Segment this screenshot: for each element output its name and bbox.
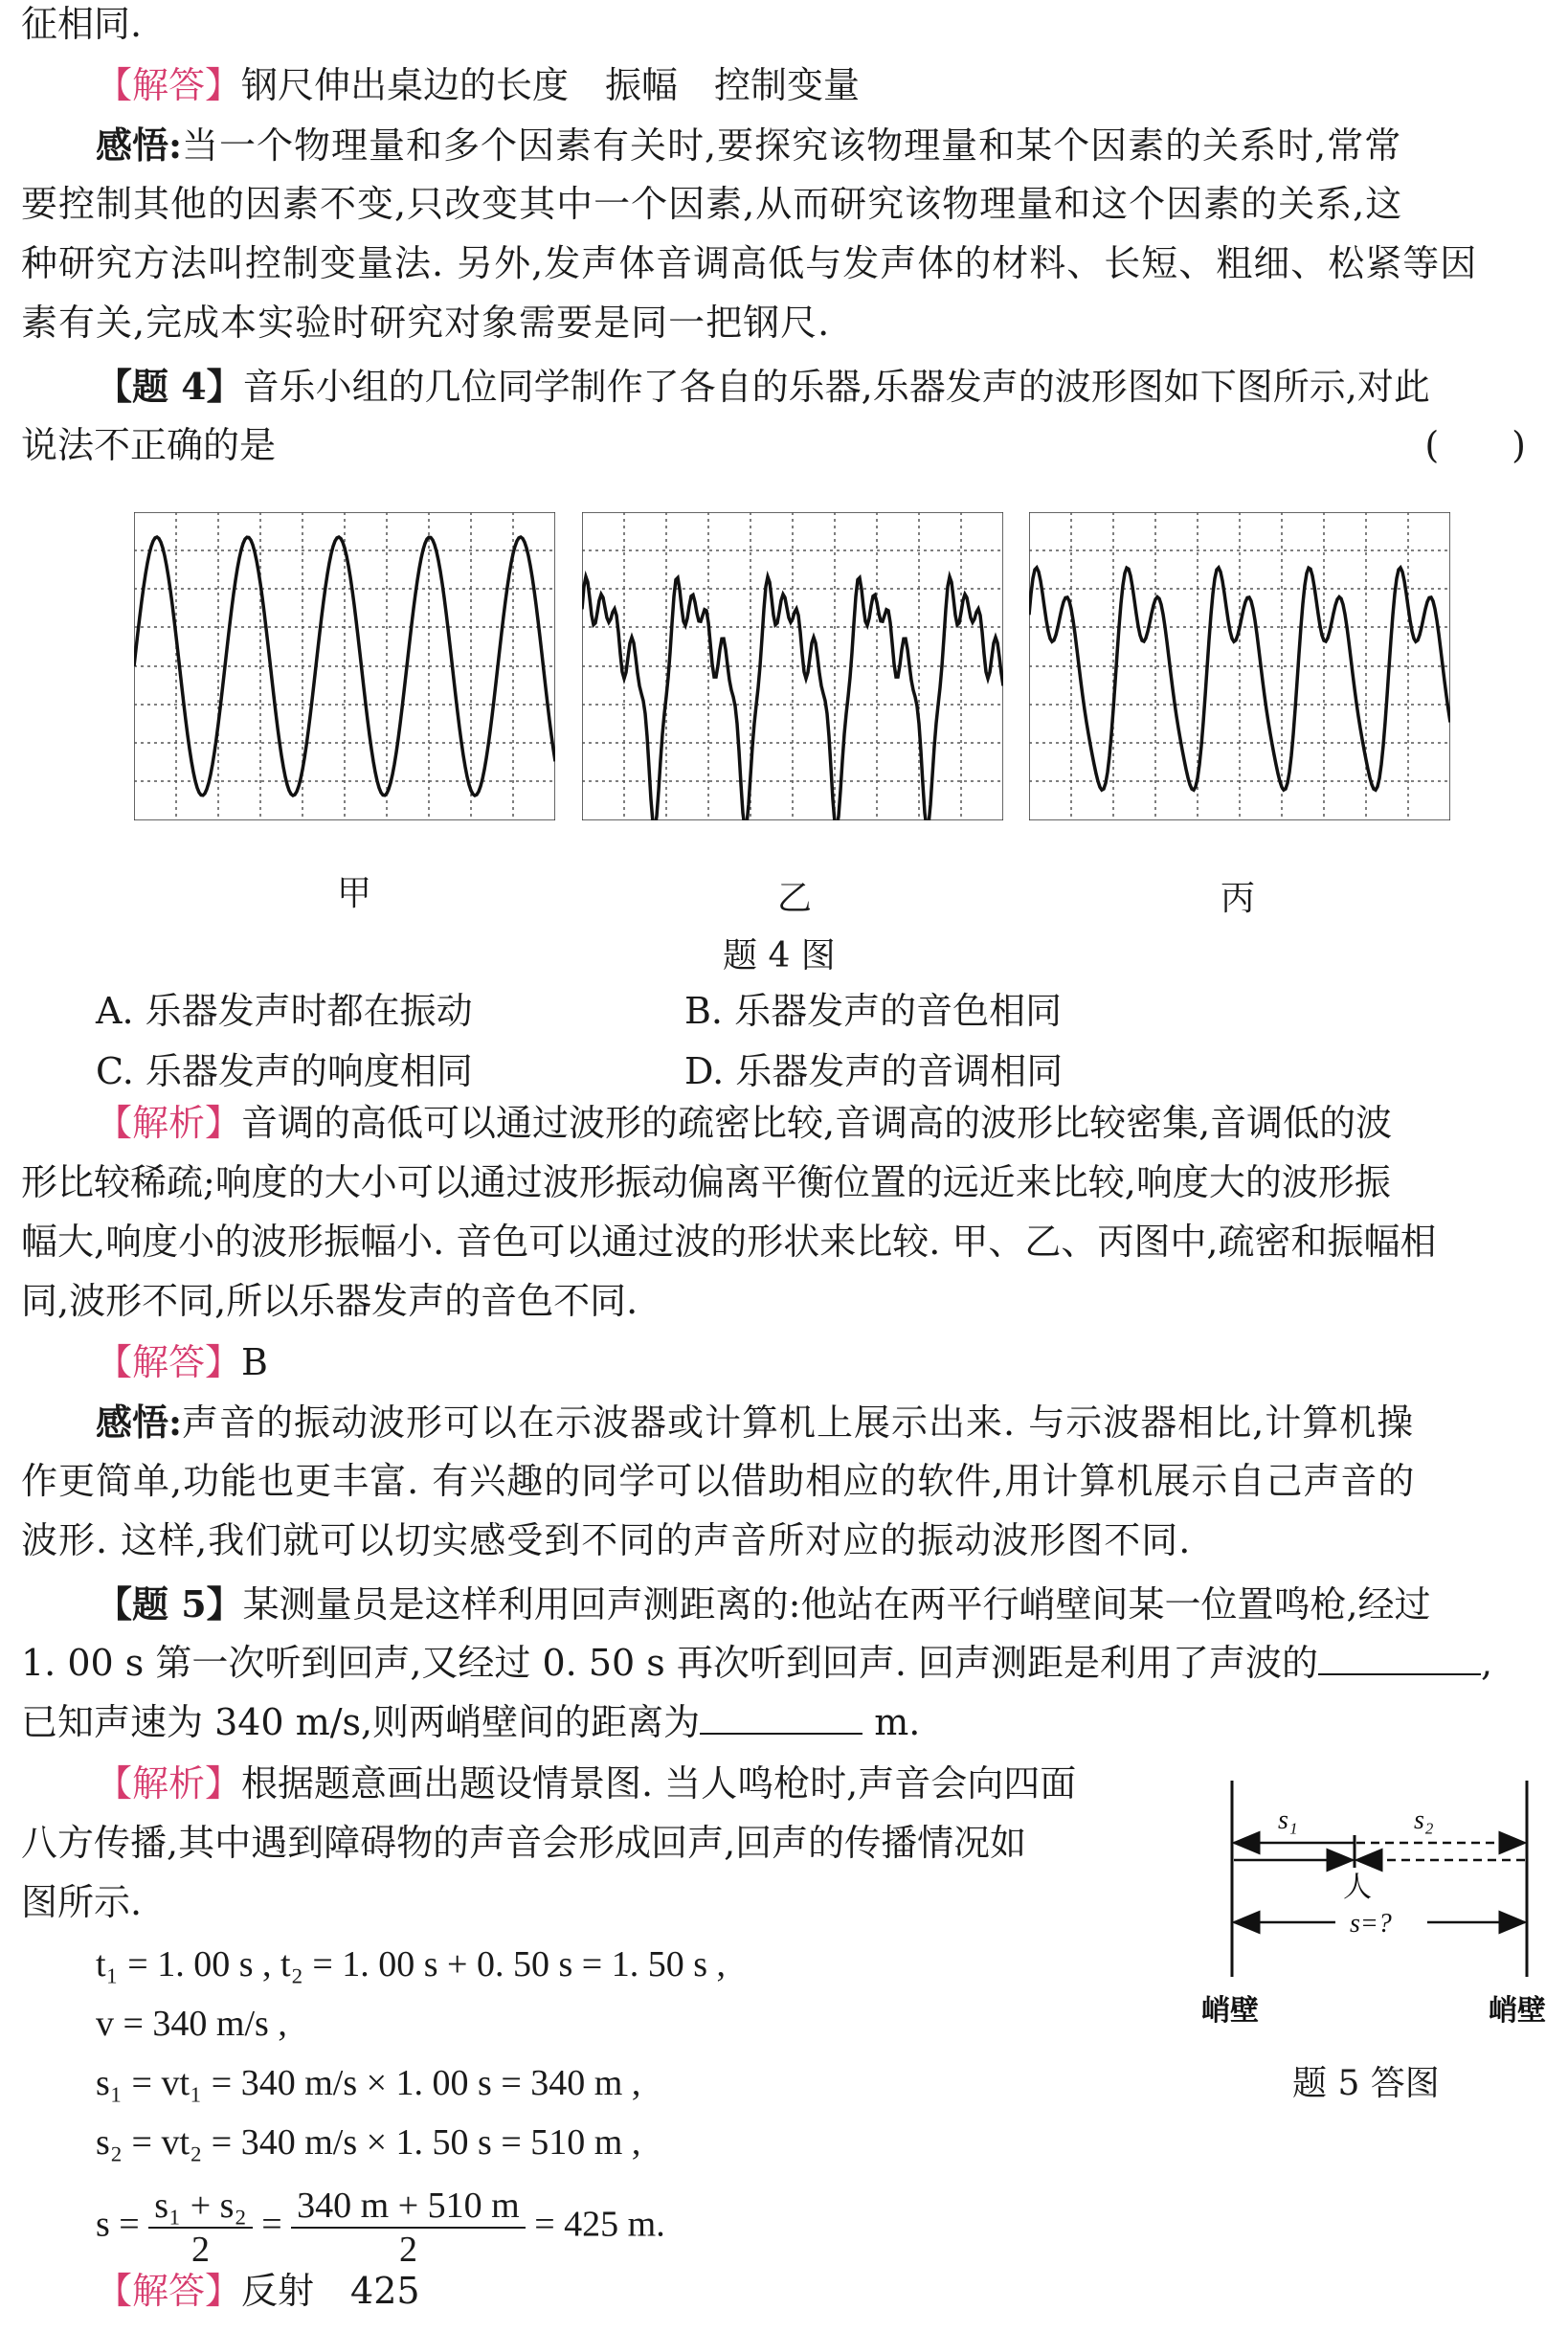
question-label: 【题 5】 [96,1582,243,1626]
text-line: 幅大,响度小的波形振幅小. 音色可以通过波的形状来比较. 甲、乙、丙图中,疏密和振幅相 [21,1221,1437,1263]
figure-label-jia: 甲 [337,874,372,913]
analysis-tag: 【解析】 [96,1762,242,1805]
text-line: 形比较稀疏;响度的大小可以通过波形振动偏离平衡位置的远近来比较,响度大的波形振 [21,1161,1391,1203]
text-line: 征相同. [21,3,143,45]
equation-s2: s₂ = vt₂ = 340 m/s × 1. 50 s = 510 m , [96,2122,641,2163]
analysis-text: 根据题意画出题设情景图. 当人鸣枪时,声音会向四面 [241,1762,1077,1805]
question-text: 说法不正确的是 [21,424,277,466]
fraction-denominator: 2 [398,2230,417,2270]
label-s2: s₂ [1414,1805,1434,1835]
waveform-yi [582,512,1003,820]
question-text: 某测量员是这样利用回声测距离的:他站在两平行峭壁间某一位置鸣枪,经过 [242,1583,1431,1626]
equation-s1: s₁ = vt₁ = 340 m/s × 1. 00 s = 340 m , [96,2063,641,2103]
figure-label-bing: 丙 [1221,879,1256,918]
equation-s [96,2185,665,2271]
insight-text: 当一个物理量和多个因素有关时,要探究该物理量和某个因素的关系时,常常 [182,124,1402,167]
text-line: 同,波形不同,所以乐器发声的音色不同. [21,1280,638,1322]
option-c: C. 乐器发声的响度相同 [96,1050,473,1092]
analysis-line [96,1101,1547,1147]
waveform-bing [1029,512,1450,820]
text-line: 图所示. [21,1881,143,1923]
fraction-numerator: s₁ + s₂ [148,2185,253,2229]
answer-tag: 【解答】 [96,1341,242,1383]
label-wall-right: 峭壁 [1489,1994,1546,2028]
equation-t: t₁ = 1. 00 s , t₂ = 1. 00 s + 0. 50 s = 1. 50 s , [96,1944,726,1984]
equation-v: v = 340 m/s , [96,2004,287,2044]
text-line: 要控制其他的因素不变,只改变其中一个因素,从而研究该物理量和这个因素的关系,这 [21,183,1403,225]
answer-tag: 【解答】 [96,2270,242,2312]
insight-line [96,123,1547,169]
answer-blank[interactable] [700,1704,862,1735]
option-b: B. 乐器发声的音色相同 [684,990,1063,1032]
fraction-denominator: 2 [190,2230,210,2270]
fraction [291,2185,526,2271]
answer-blank[interactable] [1318,1645,1481,1675]
equation-lhs: s = [96,2204,140,2245]
label-distance: s=? [1350,1909,1392,1939]
answer-line [96,63,1547,109]
fraction [148,2185,253,2271]
figure-label-yi: 乙 [777,879,813,918]
equation-rhs: = 425 m. [534,2204,665,2245]
option-d: D. 乐器发声的音调相同 [684,1050,1064,1092]
figure-caption: 题 4 图 [723,936,836,975]
text-line: 作更简单,功能也更丰富. 有兴趣的同学可以借助相应的软件,用计算机展示自己声音的 [21,1460,1416,1502]
echo-diagram [1201,1776,1546,2092]
label-wall-left: 峭壁 [1201,1994,1259,2028]
text-line: 种研究方法叫控制变量法. 另外,发声体音调高低与发声体的材料、长短、粗细、松紧等因 [21,242,1478,284]
analysis-tag: 【解析】 [96,1102,242,1144]
question-text: 音乐小组的几位同学制作了各自的乐器,乐器发声的波形图如下图所示,对此 [242,366,1430,408]
question-line: 1. 00 s 第一次听到回声,又经过 0. 50 s 再次听到回声. 回声测距是利用了声波的 , [21,1642,1493,1684]
unit-text: m. [874,1701,921,1743]
answer-line [96,2269,1547,2315]
figure-caption: 题 5 答图 [1292,2064,1440,2103]
insight-label: 感悟: [96,1401,183,1444]
question-line [21,1700,1547,1746]
answer-paren: ( ) [1424,424,1526,466]
question-line [21,423,1547,469]
label-s1: s₁ [1278,1805,1298,1835]
text-line: 波形. 这样,我们就可以切实感受到不同的声音所对应的振动波形图不同. [21,1519,1192,1561]
question-label: 【题 4】 [96,365,243,408]
insight-line [96,1400,1547,1446]
answer-text: 反射 425 [241,2270,420,2312]
answer-text: 钢尺伸出桌边的长度 振幅 控制变量 [241,64,861,106]
fraction-numerator: 340 m + 510 m [291,2185,526,2229]
answer-text: B [241,1341,268,1383]
question-5 [96,1581,1547,1628]
waveform-jia [134,512,555,820]
question-text: 已知声速为 340 m/s,则两峭壁间的距离为 [21,1701,701,1743]
question-4 [96,364,1547,411]
analysis-text: 音调的高低可以通过波形的疏密比较,音调高的波形比较密集,音调低的波 [241,1102,1393,1144]
insight-text: 声音的振动波形可以在示波器或计算机上展示出来. 与示波器相比,计算机操 [182,1401,1415,1444]
equals-sign: = [261,2204,282,2245]
answer-tag: 【解答】 [96,64,242,106]
answer-line [96,1340,1547,1386]
question-text: 1. 00 s 第一次听到回声,又经过 0. 50 s 再次听到回声. 回声测距是利用了声波的 [21,1642,1319,1684]
text-line: 素有关,完成本实验时研究对象需要是同一把钢尺. [21,302,831,344]
insight-label: 感悟: [96,123,183,167]
option-a: A. 乐器发声时都在振动 [96,990,473,1032]
label-person: 人 [1343,1871,1372,1904]
text-line: 八方传播,其中遇到障碍物的声音会形成回声,回声的传播情况如 [21,1822,1027,1864]
